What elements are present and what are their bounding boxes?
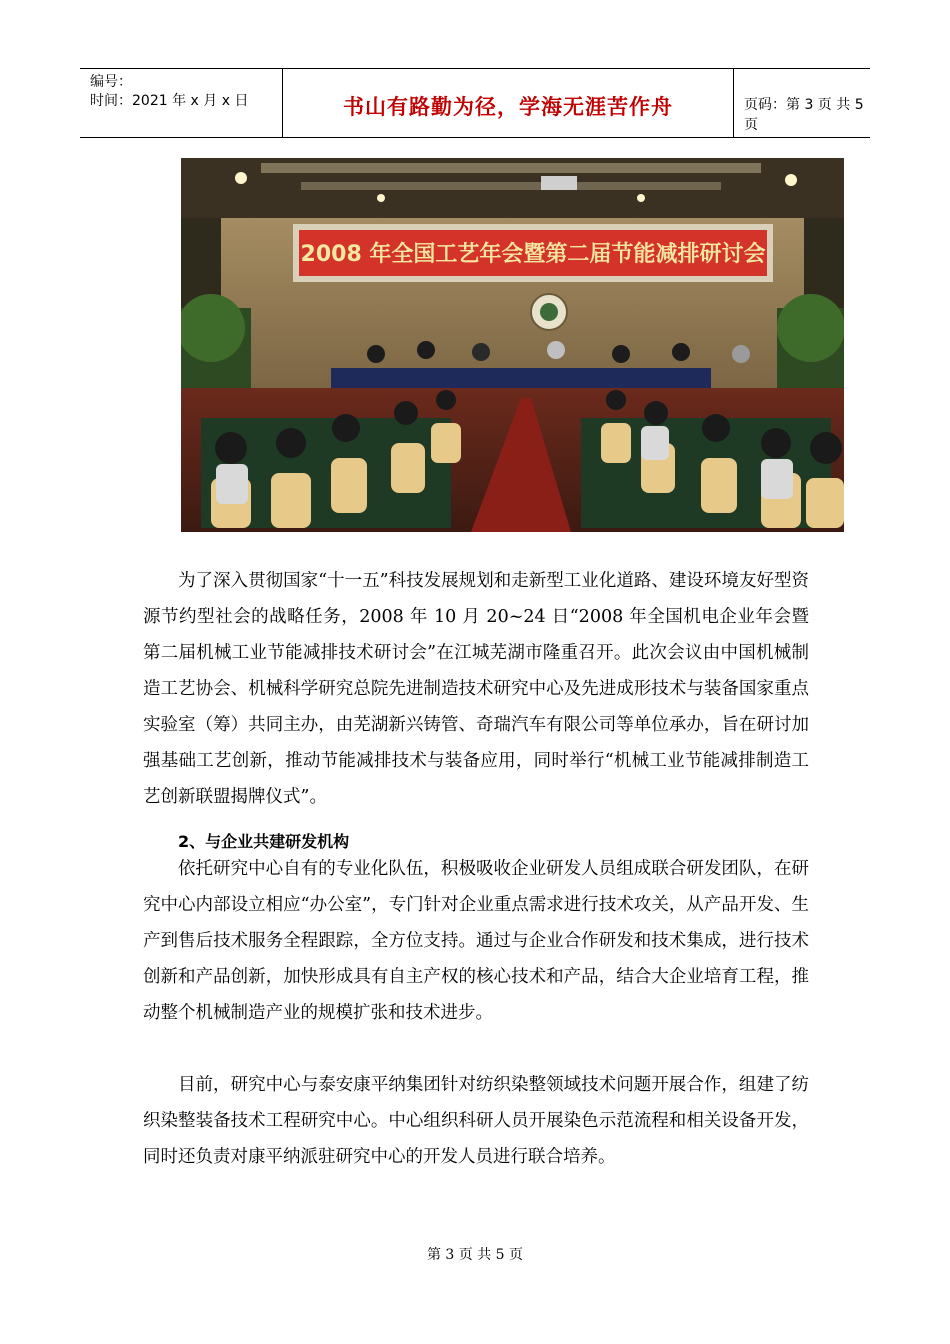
header-motto-cell [282,69,734,137]
header-meta-cell [80,69,282,137]
page-header [80,68,870,138]
header-page-info: 页码：第 3 页 共 5 页 [744,97,864,133]
section-heading-2: 2、与企业共建研发机构 [178,832,350,851]
paragraph-joint-rd: 依托研究中心自有的专业化队伍，积极吸收企业研发人员组成联合研发团队，在研究中心内部设立相应“办公室”，专门针对企业重点需求进行技术攻关，从产品开发、生产到售后技术服务全程跟踪，全方位支持。通过与企业合作研发和技术集成，进行技术创新和产品创新，加快形成具有自主产权的核心技术和产品，结合大企业培育工程，推动整个机械制造产业的规模扩张和技术进步。 [143,859,809,1023]
paragraph-conference: 为了深入贯彻国家“十一五”科技发展规划和走新型工业化道路、建设环境友好型资源节约型社会的战略任务，2008 年 10 月 20~24 日“2008 年全国机电企业年会暨第二届机械工业节能减排技术研讨会”在江城芜湖市隆重召开。此次会议由中国机械制造工艺协会、机械科学研究总院先进制造技术研究中心及先进成形技术与装备国家重点实验室（筹）共同主办，由芜湖新兴铸管、奇瑞汽车有限公司等单位承办，旨在研讨加强基础工艺创新，推动节能减排技术与装备应用，同时举行“机械工业节能减排制造工艺创新联盟揭牌仪式”。 [143,571,809,807]
conference-photo [181,158,844,532]
paragraph-current-cooperation: 目前，研究中心与泰安康平纳集团针对纺织染整领域技术问题开展合作，组建了纺织染整装备技术工程研究中心。中心组织科研人员开展染色示范流程和相关设备开发，同时还负责对康平纳派驻研究中心的开发人员进行联合培养。 [143,1075,809,1167]
header-motto: 书山有路勤为径，学海无涯苦作舟 [343,95,673,119]
header-page-cell [734,69,870,137]
document-number-label: 编号： [90,74,132,90]
document-time-label: 时间：2021 年 x 月 x 日 [90,93,249,109]
page-footer: 第 3 页 共 5 页 [426,1247,524,1263]
banner-text: 2008 年全国工艺年会暨第二届节能减排研讨会 [300,242,766,267]
